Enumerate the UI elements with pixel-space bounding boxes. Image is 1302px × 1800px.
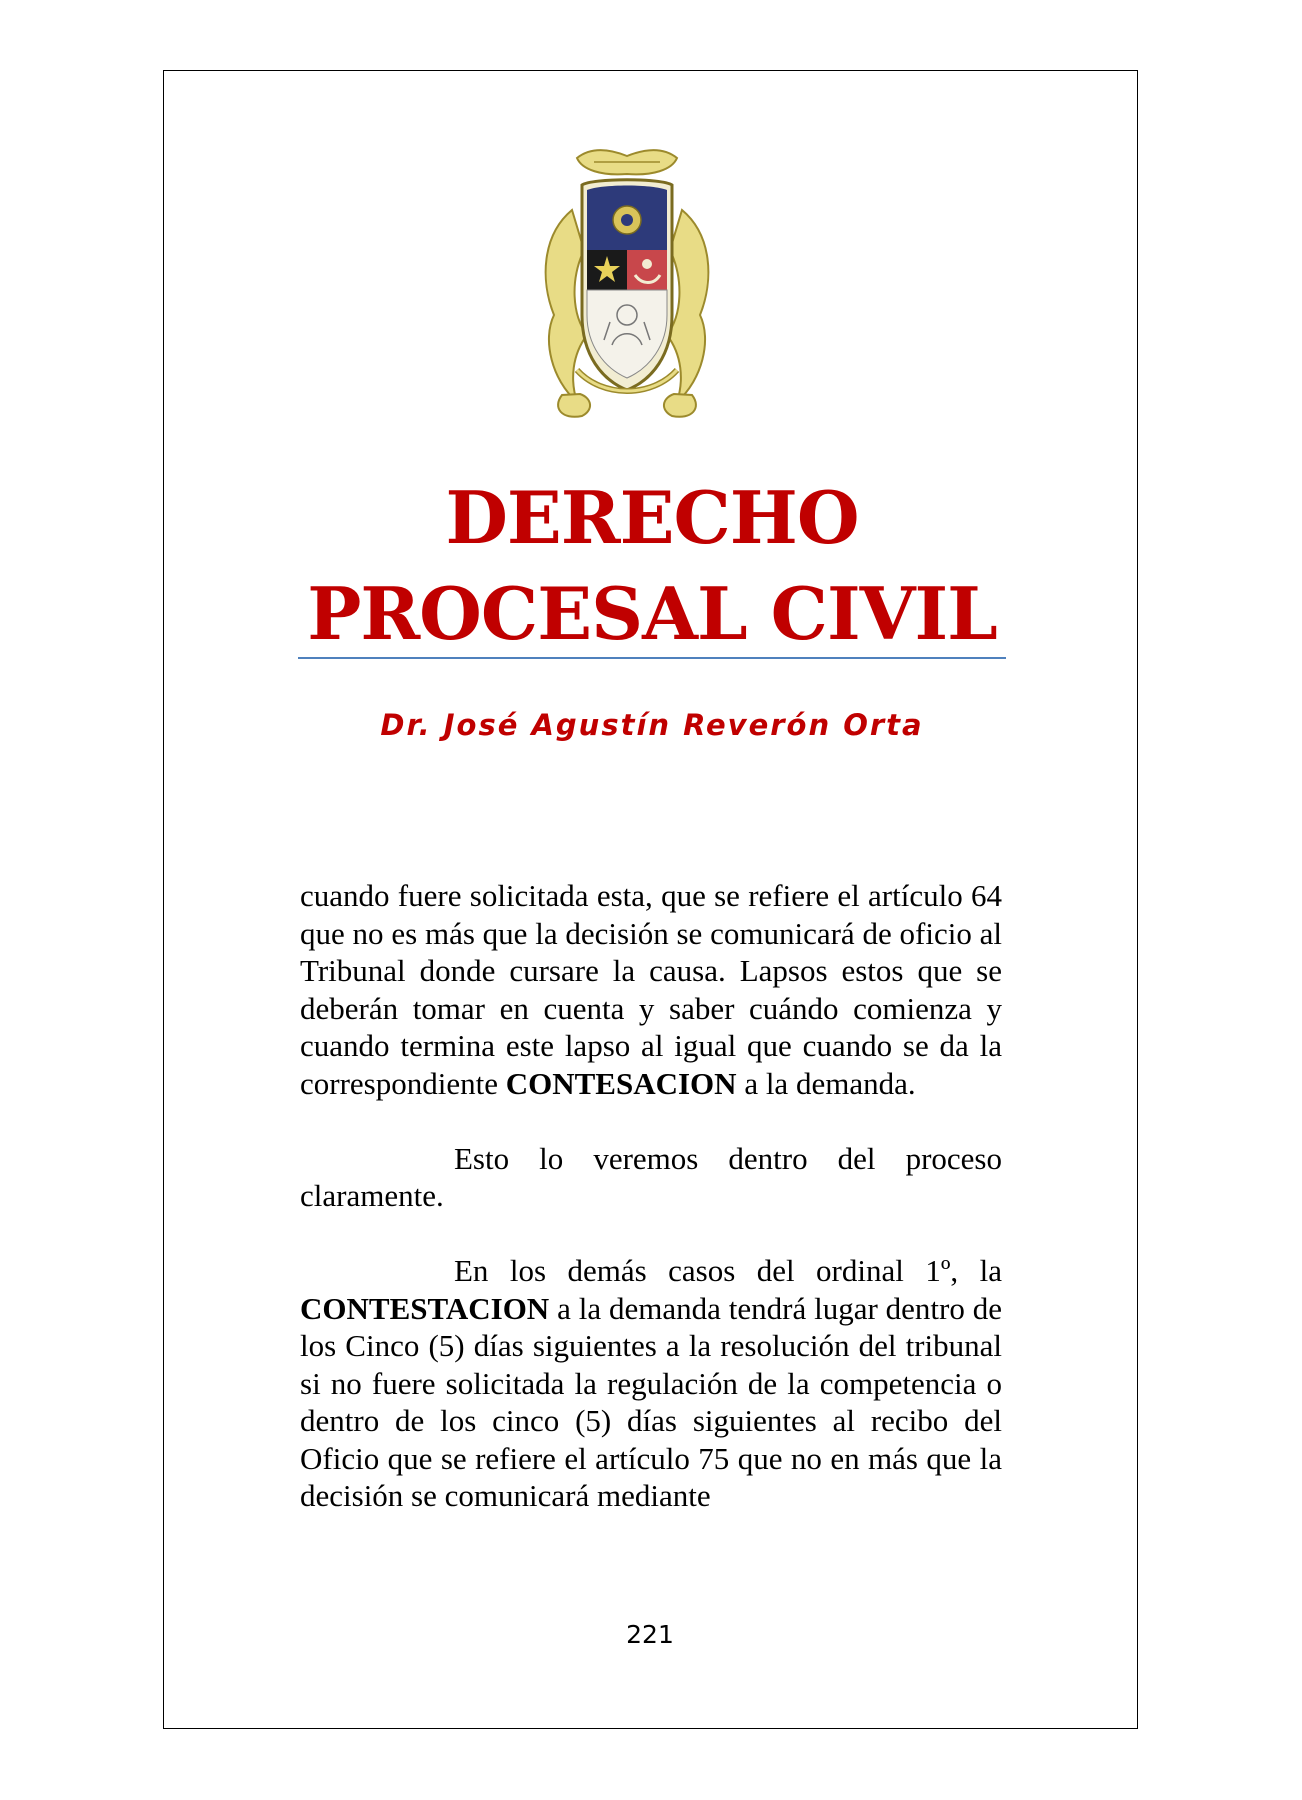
crest-top-banner [577,150,677,174]
title-divider [298,657,1006,659]
paragraph: Esto lo veremos dentro del proceso claramente. [300,1140,1002,1213]
book-title [297,470,1007,662]
coat-of-arms-seal [532,140,722,420]
bold-term: CONTESACION [505,1065,737,1101]
page-number: 221 [626,1620,674,1649]
paragraph: cuando fuere solicitada esta, que se refiere el artículo 64 que no es más que la decisión se comunicará de oficio al Tribunal donde cursare la causa. Lapsos estos que se deberán tomar en cuenta y saber cuándo comienza y cuando termina este lapso al igual que cuando se da la correspondiente CONTESACION a la demanda. [300,878,1002,1101]
bold-term: CONTESTACION [300,1290,550,1326]
book-title-line1: DERECHO [445,475,859,560]
book-title-line2: PROCESAL CIVIL [307,571,997,656]
body-text [300,877,1002,1515]
author-name: Dr. José Agustín Reverón Orta [380,708,924,742]
crest-red-field [627,250,667,290]
paragraph: En los demás casos del ordinal 1º, la CONTESTACION a la demanda tendrá lugar dentro de los Cinco (5) días siguientes a la resolución del tribunal si no fuere solicitada la regulación de la competencia o dentro de los cinco (5) días siguientes al recibo del Oficio que se refiere el artículo 75 que no en más que la decisión se comunicará mediante [300,1253,1002,1513]
